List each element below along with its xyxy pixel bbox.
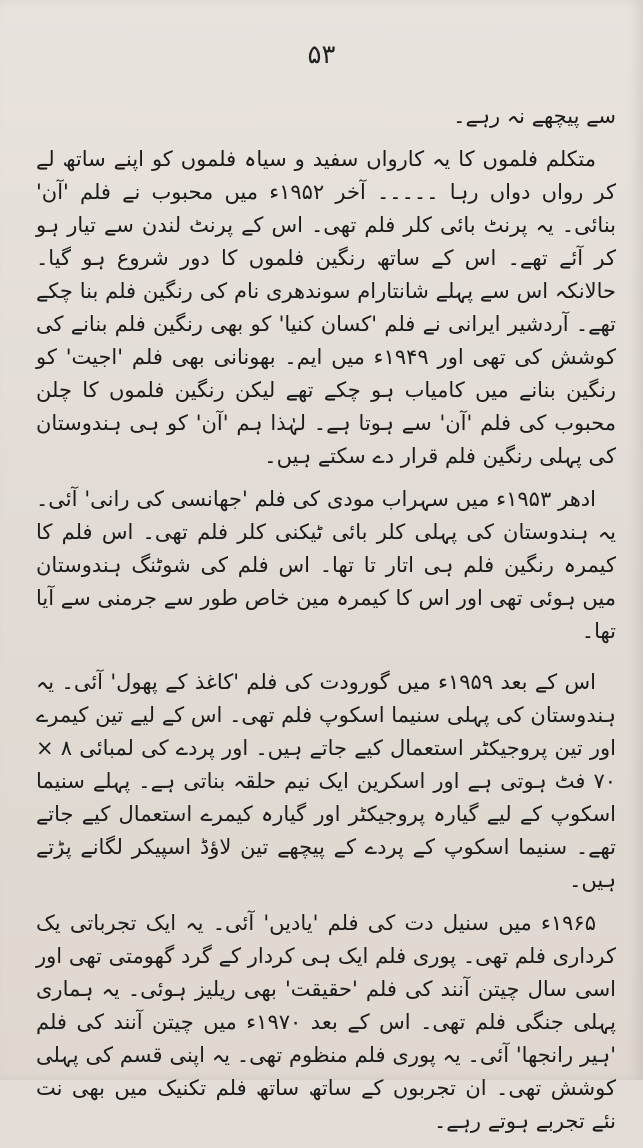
paragraph: سے پیچھے نہ رہے۔ bbox=[453, 104, 616, 128]
paragraph: ۱۹۶۵ء میں سنیل دت کی فلم 'یادیں' آئی۔ یہ ایک تجرباتی یک کرداری فلم تھی۔ پوری فلم ایک ہی کردار کے گرد گھومتی تھی اور اسی سال چیتن آنند کی فلم 'حقیقت' بھی ریلیز ہوئی۔ یہ ہماری پہلی جنگی فلم تھی۔ اس کے بعد ۱۹۷۰ء میں چیتن آنند کی فلم 'ہیر رانجھا' آئی۔ یہ پوری فلم منظوم تھی۔ یہ اپنی قسم کی پہلی کوشش تھی۔ ان تجربوں کے ساتھ ساتھ فلم تکنیک میں بھی نت نئے تجربے ہوتے رہے۔ bbox=[36, 911, 616, 1133]
paragraph: ادھر ۱۹۵۳ء میں سہراب مودی کی فلم 'جھانسی کی رانی' آئی۔ یہ ہندوستان کی پہلی کلر بائی ٹیکنی کلر فلم تھی۔ اس فلم کا کیمرہ رنگین فلم ہی اتار تا تھا۔ اس فلم کی شوٹنگ ہندوستان میں ہوئی تھی اور اس کا کیمرہ مین خاص طور سے جرمنی سے آیا تھا۔ bbox=[36, 487, 616, 643]
body-text bbox=[36, 100, 616, 1148]
page-number: ۵۳ bbox=[307, 40, 336, 70]
paragraph: متکلم فلموں کا یہ کارواں سفید و سیاہ فلموں کو اپنے ساتھ لے کر رواں دواں رہا ۔۔۔۔۔ آخر ۱۹۵۲ء میں محبوب نے فلم 'آن' بنائی۔ یہ پرنٹ بائی کلر فلم تھی۔ اس کے پرنٹ لندن سے تیار ہو کر آئے تھے۔ اس کے ساتھ رنگین فلموں کا دور شروع ہو گیا۔ حالانکہ اس سے پہلے شانتارام سوندھری نام کی رنگین فلم بنا چکے تھے۔ آردشیر ایرانی نے فلم 'کسان کنیا' کو بھی رنگین فلم بنانے کی کوشش کی تھی اور ۱۹۴۹ء میں ایم۔ بھونانی بھی فلم 'اجیت' کو رنگین بنانے میں کامیاب ہو چکے تھے لیکن رنگین فلموں کا چلن محبوب کی فلم 'آن' سے ہوتا ہے۔ لہٰذا ہم 'آن' کو ہی ہندوستان کی پہلی رنگین فلم قرار دے سکتے ہیں۔ bbox=[36, 147, 616, 468]
paragraph: اس کے بعد ۱۹۵۹ء میں گورودت کی فلم 'کاغذ کے پھول' آئی۔ یہ ہندوستان کی پہلی سنیما اسکوپ فلم تھی۔ اس کے لیے تین کیمرے اور تین پروجیکٹر استعمال کیے جاتے ہیں۔ اور پردے کی لمبائی ۸ × ۷۰ فٹ ہوتی ہے اور اسکرین ایک نیم حلقہ بناتی ہے۔ پہلے سنیما اسکوپ کے لیے گیارہ پروجیکٹر اور گیارہ کیمرے استعمال کیے جاتے تھے۔ سنیما اسکوپ کے پردے کے پیچھے تین لاؤڈ اسپیکر لگانے پڑتے ہیں۔ bbox=[36, 670, 616, 892]
